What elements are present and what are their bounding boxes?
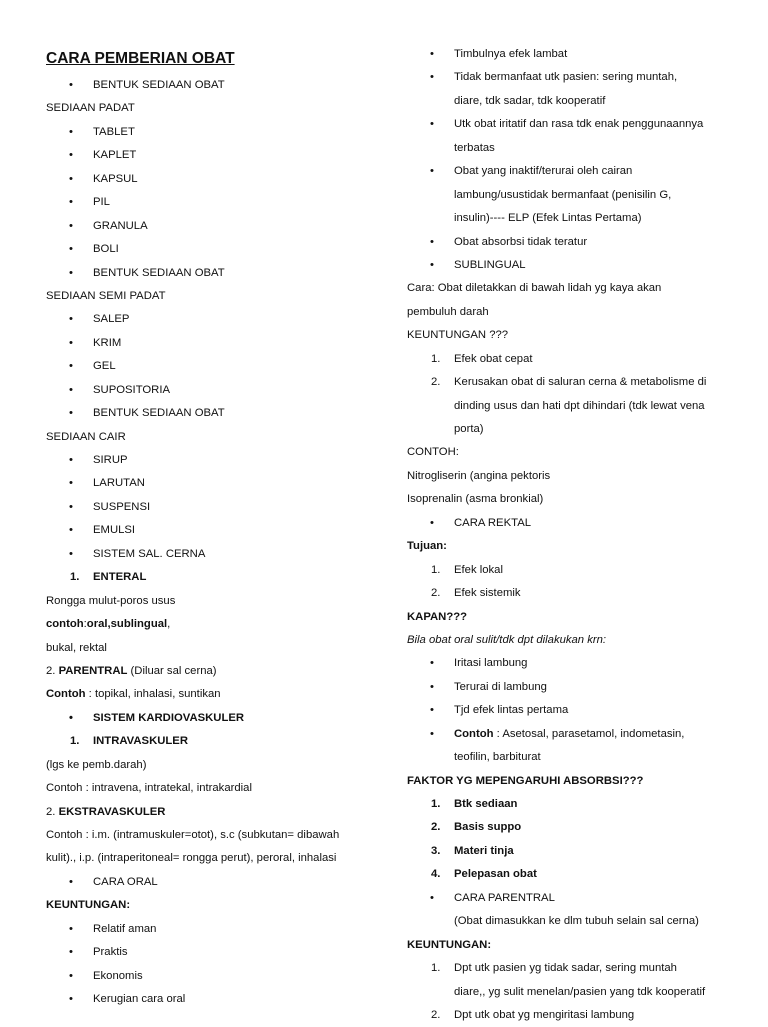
line-text: Basis suppo bbox=[454, 821, 522, 834]
line-text: terbatas bbox=[454, 141, 495, 154]
item-number: 2. bbox=[431, 376, 441, 389]
line-text: Tujuan: bbox=[407, 540, 447, 553]
line-text: Contoh : intravena, intratekal, intrakardial bbox=[46, 782, 252, 795]
bullet-item bbox=[407, 66, 752, 89]
line-text: Efek obat cepat bbox=[454, 352, 533, 365]
text-line bbox=[407, 770, 752, 793]
text-line bbox=[46, 637, 386, 660]
bullet-item bbox=[46, 496, 386, 519]
line-text: diare,, yg sulit menelan/pasien yang tdk kooperatif bbox=[454, 985, 706, 998]
line-text: Kerugian cara oral bbox=[93, 993, 186, 1006]
text-line bbox=[46, 777, 386, 800]
line-text: INTRAVASKULER bbox=[93, 735, 188, 748]
line-text: (lgs ke pemb.darah) bbox=[46, 758, 147, 771]
line-text: SUBLINGUAL bbox=[454, 258, 526, 271]
line-text: KAPSUL bbox=[93, 172, 138, 185]
line-text: GRANULA bbox=[93, 219, 148, 232]
line-text: diare, tdk sadar, tdk kooperatif bbox=[454, 94, 606, 107]
line-text: Dpt utk pasien yg tidak sadar, sering muntah bbox=[454, 962, 677, 975]
line-text: Kerusakan obat di saluran cerna & metabolisme di bbox=[454, 376, 707, 389]
line-text: Obat absorbsi tidak teratur bbox=[454, 235, 588, 248]
line-text: EMULSI bbox=[93, 524, 136, 537]
line-text: BENTUK SEDIAAN OBAT bbox=[93, 407, 225, 420]
bullet-item bbox=[46, 74, 386, 97]
numbered-item bbox=[46, 566, 386, 589]
numbered-item bbox=[407, 816, 752, 839]
line-text: Rongga mulut-poros usus bbox=[46, 594, 176, 607]
text-segment: 2. bbox=[46, 805, 59, 818]
bullet-item bbox=[46, 449, 386, 472]
text-line bbox=[46, 590, 386, 613]
item-number: 1. bbox=[431, 798, 441, 810]
bullet-item bbox=[46, 707, 386, 730]
numbered-item bbox=[407, 793, 752, 816]
line-text: SALEP bbox=[93, 313, 130, 326]
numbered-item bbox=[407, 559, 752, 582]
bullet-item bbox=[46, 965, 386, 988]
text-segment: : bbox=[83, 618, 87, 631]
item-number: 4. bbox=[431, 868, 441, 881]
continuation-line bbox=[407, 184, 752, 207]
line-text: Efek sistemik bbox=[454, 587, 521, 600]
continuation-line bbox=[407, 981, 752, 1004]
bullet-item bbox=[407, 113, 752, 136]
line-text: SEDIAAN SEMI PADAT bbox=[46, 289, 166, 302]
numbered-item bbox=[407, 863, 752, 886]
text-segment: Contoh bbox=[454, 727, 494, 740]
text-line bbox=[46, 754, 386, 777]
text-line bbox=[407, 441, 752, 464]
text-segment: , bbox=[167, 618, 171, 631]
line-text: Pelepasan obat bbox=[454, 868, 537, 881]
line-text: (Obat dimasukkan ke dlm tubuh selain sal cerna) bbox=[454, 915, 699, 928]
line-text: porta) bbox=[454, 423, 484, 435]
text-line bbox=[407, 934, 752, 957]
line-text: BOLI bbox=[93, 243, 119, 256]
line-text: Nitrogliserin (angina pektoris bbox=[407, 469, 551, 482]
text-line bbox=[407, 324, 752, 347]
line-text: Iritasi lambung bbox=[454, 657, 528, 670]
bullet-item bbox=[46, 543, 386, 566]
line-text: GEL bbox=[93, 360, 116, 373]
text-line bbox=[46, 613, 386, 636]
text-line bbox=[407, 606, 752, 629]
item-number: 3. bbox=[431, 844, 441, 857]
bullet-item bbox=[407, 723, 752, 746]
line-text: SIRUP bbox=[93, 454, 128, 466]
continuation-line bbox=[407, 395, 752, 418]
line-text: SUPOSITORIA bbox=[93, 383, 171, 396]
line-text: BENTUK SEDIAAN OBAT bbox=[93, 266, 225, 279]
text-line bbox=[46, 824, 386, 847]
text-line bbox=[46, 894, 386, 917]
continuation-line bbox=[407, 746, 752, 769]
bullet-item bbox=[46, 988, 386, 1011]
line-text: Praktis bbox=[93, 946, 128, 959]
text-segment: : Asetosal, parasetamol, indometasin, bbox=[493, 727, 685, 740]
text-segment: EKSTRAVASKULER bbox=[58, 805, 166, 818]
text-line bbox=[407, 277, 752, 300]
bullet-item bbox=[407, 160, 752, 183]
bullet-item bbox=[46, 379, 386, 402]
continuation-line bbox=[407, 207, 752, 230]
line-text: SEDIAAN CAIR bbox=[46, 430, 126, 443]
item-number: 1. bbox=[431, 352, 441, 365]
line-text: lambung/usustidak bermanfaat (penisilin G, bbox=[454, 188, 672, 201]
bullet-item bbox=[46, 121, 386, 144]
text-line bbox=[46, 426, 386, 449]
line-text: BENTUK SEDIAAN OBAT bbox=[93, 79, 225, 91]
text-line bbox=[46, 285, 386, 308]
line-text: bukal, rektal bbox=[46, 641, 107, 654]
text-line bbox=[46, 801, 386, 824]
bullet-item bbox=[46, 918, 386, 941]
text-line bbox=[46, 683, 386, 706]
line-text: Ekonomis bbox=[93, 969, 143, 982]
numbered-item bbox=[407, 582, 752, 605]
item-number: 1. bbox=[431, 563, 441, 576]
bullet-item bbox=[46, 191, 386, 214]
text-segment: PARENTRAL bbox=[58, 664, 128, 677]
item-number: 1. bbox=[70, 735, 80, 748]
line-text: Terurai di lambung bbox=[454, 680, 547, 693]
text-line bbox=[407, 629, 752, 652]
bullet-item bbox=[46, 144, 386, 167]
line-text: Isoprenalin (asma bronkial) bbox=[407, 493, 544, 506]
bullet-item bbox=[46, 871, 386, 894]
bullet-item bbox=[46, 472, 386, 495]
line-text: insulin)---- ELP (Efek Lintas Pertama) bbox=[454, 212, 642, 225]
line-text: Obat yang inaktif/terurai oleh cairan bbox=[454, 165, 633, 178]
continuation-line bbox=[407, 137, 752, 160]
bullet-item bbox=[46, 519, 386, 542]
continuation-line bbox=[407, 418, 752, 441]
text-segment: oral,sublingual bbox=[86, 618, 168, 631]
item-number: 2. bbox=[431, 1008, 441, 1021]
item-number: 2. bbox=[431, 587, 441, 600]
bullet-item bbox=[46, 355, 386, 378]
line-text: kulit)., i.p. (intraperitoneal= rongga perut), peroral, inhalasi bbox=[46, 852, 337, 865]
text-segment: Contoh bbox=[46, 688, 86, 701]
bullet-item bbox=[46, 332, 386, 355]
text-segment: : topikal, inhalasi, suntikan bbox=[85, 688, 221, 701]
line-text: KEUNTUNGAN: bbox=[407, 938, 492, 951]
line-text: teofilin, barbiturat bbox=[454, 751, 541, 764]
text-line bbox=[46, 97, 386, 120]
line-text: Utk obat iritatif dan rasa tdk enak penggunaannya bbox=[454, 118, 704, 131]
line-text: Timbulnya efek lambat bbox=[454, 48, 568, 60]
line-text: KAPAN??? bbox=[407, 610, 468, 623]
line-text: PIL bbox=[93, 196, 110, 209]
item-number: 1. bbox=[70, 571, 80, 584]
left-column bbox=[46, 74, 386, 1012]
text-line bbox=[407, 301, 752, 324]
line-text: pembuluh darah bbox=[407, 305, 489, 318]
bullet-item bbox=[407, 699, 752, 722]
line-text: CONTOH: bbox=[407, 446, 459, 459]
text-line bbox=[407, 488, 752, 511]
numbered-item bbox=[46, 730, 386, 753]
bullet-item bbox=[46, 238, 386, 261]
text-segment: contoh bbox=[46, 618, 84, 631]
line-text: KEUNTUNGAN: bbox=[46, 899, 131, 912]
numbered-item bbox=[407, 348, 752, 371]
line-text: KRIM bbox=[93, 336, 122, 349]
bullet-item bbox=[407, 43, 752, 66]
line-text: FAKTOR YG MEPENGARUHI ABSORBSI??? bbox=[407, 774, 644, 787]
bullet-item bbox=[46, 262, 386, 285]
bullet-item bbox=[407, 887, 752, 910]
numbered-item bbox=[407, 371, 752, 394]
line-text: Materi tinja bbox=[454, 844, 514, 857]
line-text: Efek lokal bbox=[454, 563, 503, 576]
continuation-line bbox=[407, 90, 752, 113]
line-text: SISTEM KARDIOVASKULER bbox=[93, 711, 245, 724]
numbered-item bbox=[407, 840, 752, 863]
line-text: Bila obat oral sulit/tdk dpt dilakukan krn: bbox=[407, 633, 607, 646]
line-text: Tjd efek lintas pertama bbox=[454, 704, 569, 717]
line-text: dinding usus dan hati dpt dihindari (tdk lewat vena bbox=[454, 399, 705, 412]
line-text: SISTEM SAL. CERNA bbox=[93, 547, 206, 560]
text-line bbox=[46, 660, 386, 683]
text-line bbox=[407, 465, 752, 488]
line-text: Cara: Obat diletakkan di bawah lidah yg kaya akan bbox=[407, 282, 662, 295]
line-text: Relatif aman bbox=[93, 922, 157, 935]
bullet-item bbox=[46, 168, 386, 191]
text-line bbox=[407, 535, 752, 558]
bullet-item bbox=[407, 231, 752, 254]
bullet-item bbox=[46, 308, 386, 331]
bullet-item bbox=[407, 676, 752, 699]
item-number: 1. bbox=[431, 962, 441, 975]
right-column bbox=[407, 43, 752, 1027]
line-text: Dpt utk obat yg mengiritasi lambung bbox=[454, 1008, 635, 1021]
line-text: CARA ORAL bbox=[93, 875, 158, 888]
line-text: ENTERAL bbox=[93, 571, 147, 584]
line-text: SEDIAAN PADAT bbox=[46, 102, 135, 115]
page-title: CARA PEMBERIAN OBAT bbox=[46, 50, 235, 67]
bullet-item bbox=[407, 652, 752, 675]
item-number: 2. bbox=[431, 821, 441, 834]
line-text: LARUTAN bbox=[93, 477, 145, 490]
line-text: CARA PARENTRAL bbox=[454, 891, 555, 904]
bullet-item bbox=[407, 254, 752, 277]
line-text: Contoh : i.m. (intramuskuler=otot), s.c (subkutan= dibawah bbox=[46, 829, 340, 841]
continuation-line bbox=[407, 910, 752, 933]
bullet-item bbox=[407, 512, 752, 535]
bullet-item bbox=[46, 402, 386, 425]
line-text: Btk sediaan bbox=[454, 798, 518, 810]
line-text: TABLET bbox=[93, 125, 135, 138]
numbered-item bbox=[407, 957, 752, 980]
text-segment: (Diluar sal cerna) bbox=[127, 664, 217, 677]
text-line bbox=[46, 847, 386, 870]
bullet-item bbox=[46, 215, 386, 238]
line-text: Tidak bermanfaat utk pasien: sering muntah, bbox=[454, 71, 678, 84]
line-text: SUSPENSI bbox=[93, 500, 151, 513]
line-text: CARA REKTAL bbox=[454, 516, 532, 529]
line-text: KEUNTUNGAN ??? bbox=[407, 329, 509, 342]
text-segment: 2. bbox=[46, 664, 59, 677]
bullet-item bbox=[46, 941, 386, 964]
line-text: KAPLET bbox=[93, 149, 137, 162]
